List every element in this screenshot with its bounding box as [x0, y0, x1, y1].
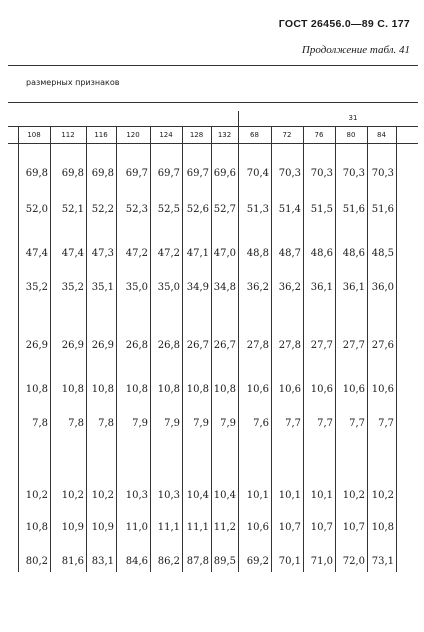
table-cell: 52,6	[186, 204, 209, 215]
table-cell: 52,3	[125, 204, 148, 215]
table-cell: 10,1	[310, 490, 333, 501]
table-cell: 52,2	[91, 204, 114, 215]
table-cell: 7,9	[193, 418, 209, 429]
header-bottom-rule	[8, 143, 418, 144]
table-cell: 36,1	[310, 282, 333, 293]
table-cell: 26,9	[91, 340, 114, 351]
table-cell: 48,6	[342, 248, 365, 259]
table-cell: 89,5	[213, 556, 236, 567]
table-cell: 35,0	[157, 282, 180, 293]
table-cell: 70,4	[246, 168, 269, 179]
table-cell: 27,8	[246, 340, 269, 351]
table-cell: 69,6	[213, 168, 236, 179]
header-top-rule	[8, 126, 418, 127]
column-header: 120	[126, 131, 140, 139]
table-cell: 27,6	[371, 340, 394, 351]
column-header: 108	[27, 131, 41, 139]
table-cell: 26,9	[61, 340, 84, 351]
table-cell: 10,7	[278, 522, 301, 533]
table-cell: 27,7	[342, 340, 365, 351]
table-cell: 69,8	[61, 168, 84, 179]
table-cell: 10,7	[342, 522, 365, 533]
table-cell: 35,0	[125, 282, 148, 293]
table-cell: 81,6	[61, 556, 84, 567]
table-cell: 69,7	[125, 168, 148, 179]
column-header: 68	[250, 131, 259, 139]
table-cell: 52,1	[61, 204, 84, 215]
table-cell: 10,2	[25, 490, 48, 501]
table-cell: 10,8	[157, 384, 180, 395]
table-cell: 10,4	[213, 490, 236, 501]
table-cell: 35,1	[91, 282, 114, 293]
table-cell: 10,6	[246, 522, 269, 533]
table-cell: 10,8	[186, 384, 209, 395]
table-cell: 10,8	[61, 384, 84, 395]
table-cell: 27,8	[278, 340, 301, 351]
table-cell: 11,1	[186, 522, 209, 533]
table-cell: 7,6	[253, 418, 269, 429]
table-cell: 7,9	[220, 418, 236, 429]
table-cell: 26,8	[157, 340, 180, 351]
column-header: 84	[377, 131, 386, 139]
table-cell: 35,2	[25, 282, 48, 293]
table-cell: 70,3	[342, 168, 365, 179]
table-cell: 27,7	[310, 340, 333, 351]
table-cell: 51,5	[310, 204, 333, 215]
table-cell: 26,7	[186, 340, 209, 351]
table-cell: 71,0	[310, 556, 333, 567]
table-cell: 10,1	[278, 490, 301, 501]
table-cell: 7,8	[32, 418, 48, 429]
column-header: 132	[217, 131, 232, 139]
table-cell: 7,8	[68, 418, 84, 429]
table-cell: 26,8	[125, 340, 148, 351]
table-cell: 51,6	[371, 204, 394, 215]
column-rule	[396, 126, 397, 572]
table-cell: 10,8	[213, 384, 236, 395]
table-cell: 69,8	[91, 168, 114, 179]
header-rule	[8, 65, 418, 66]
table-cell: 10,7	[310, 522, 333, 533]
table-cell: 10,2	[61, 490, 84, 501]
table-cell: 52,0	[25, 204, 48, 215]
table-cell: 10,2	[91, 490, 114, 501]
table-cell: 10,8	[125, 384, 148, 395]
table-cell: 10,3	[125, 490, 148, 501]
table-cell: 34,8	[213, 282, 236, 293]
page-header-title: ГОСТ 26456.0—89 С. 177	[278, 18, 410, 30]
table-cell: 80,2	[25, 556, 48, 567]
table-cell: 52,5	[157, 204, 180, 215]
table-caption: размерных признаков	[26, 78, 120, 87]
table-cell: 51,4	[278, 204, 301, 215]
table-cell: 52,7	[213, 204, 236, 215]
table-cell: 72,0	[342, 556, 365, 567]
table-cell: 34,9	[186, 282, 209, 293]
table-cell: 36,1	[342, 282, 365, 293]
column-header: 124	[159, 131, 173, 139]
table-cell: 87,8	[186, 556, 209, 567]
table-cell: 11,0	[125, 522, 148, 533]
table-cell: 48,7	[278, 248, 301, 259]
table-cell: 36,2	[278, 282, 301, 293]
table-cell: 10,6	[342, 384, 365, 395]
page-header-subtitle: Продолжение табл. 41	[301, 44, 410, 56]
table-cell: 47,2	[157, 248, 180, 259]
table-cell: 51,3	[246, 204, 269, 215]
table-cell: 86,2	[157, 556, 180, 567]
table-cell: 47,0	[213, 248, 236, 259]
table-cell: 10,6	[310, 384, 333, 395]
table-cell: 84,6	[125, 556, 148, 567]
table-cell: 10,8	[25, 522, 48, 533]
table-cell: 47,4	[61, 248, 84, 259]
table-cell: 11,1	[157, 522, 180, 533]
column-header: 112	[61, 131, 75, 139]
table-cell: 48,8	[246, 248, 269, 259]
table-cell: 10,9	[91, 522, 114, 533]
table-cell: 10,6	[371, 384, 394, 395]
column-header: 72	[282, 131, 292, 139]
table-cell: 7,8	[98, 418, 114, 429]
table-cell: 48,6	[310, 248, 333, 259]
column-header: 80	[346, 131, 356, 139]
table-cell: 10,2	[342, 490, 365, 501]
table-cell: 26,7	[213, 340, 236, 351]
table-cell: 70,3	[278, 168, 301, 179]
table-cell: 10,2	[371, 490, 394, 501]
table-cell: 47,3	[91, 248, 114, 259]
table-cell: 10,1	[246, 490, 269, 501]
table-cell: 10,8	[91, 384, 114, 395]
table-cell: 47,2	[125, 248, 148, 259]
table-cell: 36,0	[371, 282, 394, 293]
table-cell: 7,7	[285, 418, 301, 429]
column-header: 76	[314, 131, 324, 139]
table-cell: 10,6	[278, 384, 301, 395]
table-cell: 51,6	[342, 204, 365, 215]
table-cell: 47,4	[25, 248, 48, 259]
table-cell: 69,2	[246, 556, 269, 567]
group-label: 31	[348, 114, 358, 122]
table-cell: 69,7	[186, 168, 209, 179]
table-cell: 26,9	[25, 340, 48, 351]
table-cell: 69,7	[157, 168, 180, 179]
table-cell: 70,3	[310, 168, 333, 179]
table-cell: 10,8	[25, 384, 48, 395]
table-cell: 70,3	[371, 168, 394, 179]
table-top-rule	[8, 102, 418, 103]
table-cell: 35,2	[61, 282, 84, 293]
table-cell: 10,9	[61, 522, 84, 533]
table-cell: 70,1	[278, 556, 301, 567]
table-cell: 10,3	[157, 490, 180, 501]
table-cell: 7,7	[378, 418, 394, 429]
table-cell: 48,5	[371, 248, 394, 259]
table-cell: 83,1	[91, 556, 114, 567]
table-cell: 69,8	[25, 168, 48, 179]
table-cell: 7,7	[349, 418, 365, 429]
table-cell: 7,9	[164, 418, 180, 429]
table-cell: 7,7	[317, 418, 333, 429]
table-cell: 73,1	[371, 556, 394, 567]
table-cell: 11,2	[213, 522, 236, 533]
table-cell: 10,4	[186, 490, 209, 501]
column-header: 116	[94, 131, 108, 139]
column-header: 128	[189, 131, 204, 139]
table-cell: 10,6	[246, 384, 269, 395]
table-cell: 47,1	[186, 248, 209, 259]
table-cell: 36,2	[246, 282, 269, 293]
table-cell: 10,8	[371, 522, 394, 533]
table-cell: 7,9	[132, 418, 148, 429]
